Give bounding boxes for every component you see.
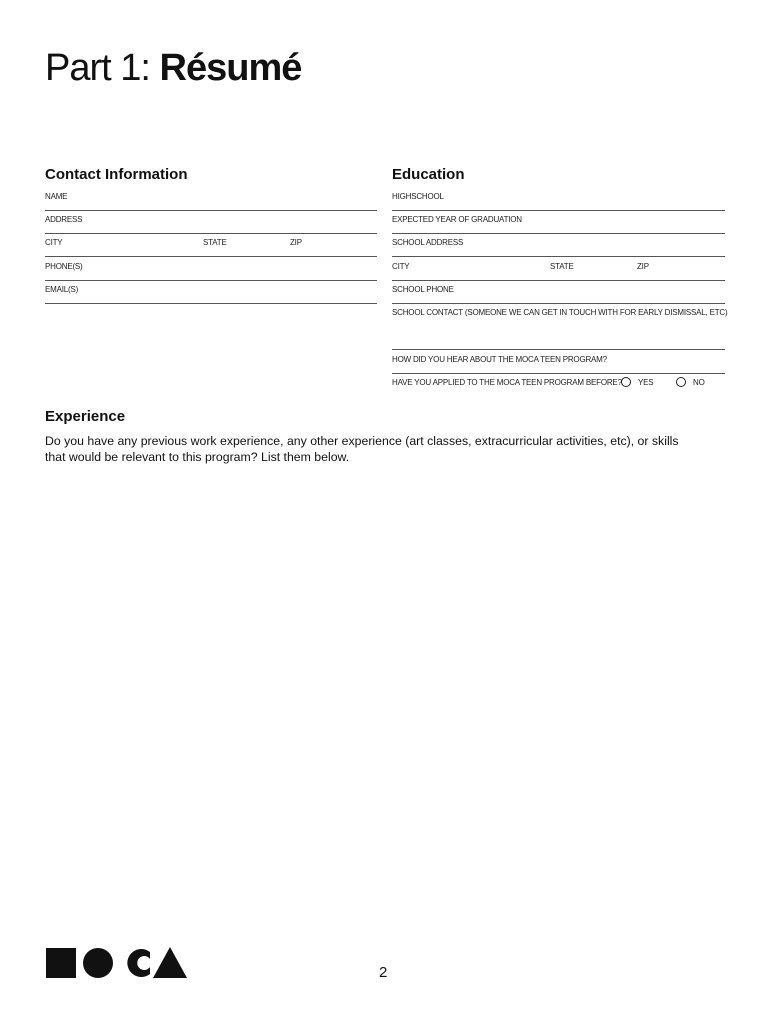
- email-label: EMAIL(S): [45, 285, 79, 294]
- heard-about-field[interactable]: [392, 351, 725, 374]
- contact-heading: Contact Information: [45, 166, 188, 183]
- applied-before-label: HAVE YOU APPLIED TO THE MOCA TEEN PROGRAM BEFORE?: [392, 378, 622, 387]
- phone-field[interactable]: [45, 258, 377, 281]
- phone-label: PHONE(S): [45, 262, 83, 271]
- zip-label: ZIP: [290, 238, 302, 247]
- name-label: NAME: [45, 192, 68, 201]
- education-heading: Education: [392, 166, 465, 183]
- school-city-label: CITY: [392, 262, 410, 271]
- highschool-field[interactable]: [392, 188, 725, 211]
- school-zip-label: ZIP: [637, 262, 649, 271]
- yes-radio[interactable]: [621, 377, 631, 387]
- school-city-state-zip-field[interactable]: [392, 258, 725, 281]
- no-radio[interactable]: [676, 377, 686, 387]
- school-address-label: SCHOOL ADDRESS: [392, 238, 464, 247]
- grad-year-field[interactable]: [392, 211, 725, 234]
- city-state-zip-field[interactable]: [45, 234, 377, 257]
- school-contact-field[interactable]: [392, 304, 728, 350]
- heard-about-label: HOW DID YOU HEAR ABOUT THE MOCA TEEN PROGRAM?: [392, 355, 607, 364]
- highschool-label: HIGHSCHOOL: [392, 192, 444, 201]
- school-phone-label: SCHOOL PHONE: [392, 285, 454, 294]
- city-label: CITY: [45, 238, 63, 247]
- email-field[interactable]: [45, 281, 377, 304]
- name-field[interactable]: [45, 188, 377, 211]
- school-state-label: STATE: [550, 262, 574, 271]
- experience-heading: Experience: [45, 408, 126, 425]
- page-number: 2: [379, 964, 388, 981]
- no-label: NO: [693, 378, 705, 387]
- page-title: [45, 46, 301, 90]
- grad-year-label: EXPECTED YEAR OF GRADUATION: [392, 215, 522, 224]
- school-phone-field[interactable]: [392, 281, 725, 304]
- moca-logo-icon: [46, 946, 188, 980]
- address-field[interactable]: [45, 211, 377, 234]
- address-label: ADDRESS: [45, 215, 83, 224]
- state-label: STATE: [203, 238, 227, 247]
- applied-before-row: [392, 374, 725, 397]
- school-contact-label: SCHOOL CONTACT (SOMEONE WE CAN GET IN TOUCH WITH FOR EARLY DISMISSAL, ETC): [392, 308, 728, 317]
- page-title-main: Résumé: [159, 47, 302, 89]
- experience-prompt: Do you have any previous work experience, any other experience (art classes, extracurricular activities, etc), or skills that would be relevant to this program? List them below.: [45, 434, 679, 464]
- school-address-field[interactable]: [392, 234, 725, 257]
- page-title-part: Part 1:: [45, 47, 150, 89]
- yes-label: YES: [638, 378, 654, 387]
